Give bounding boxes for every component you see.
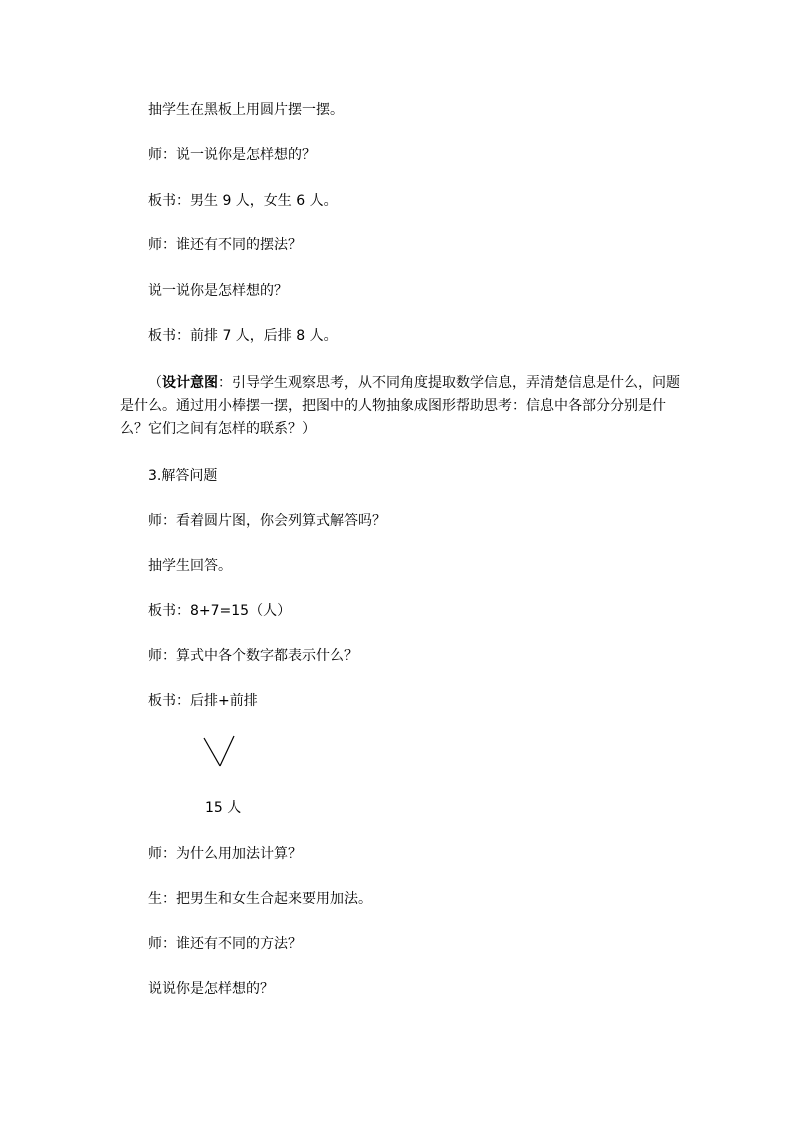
paragraph-line: 师：谁还有不同的方法？ — [148, 936, 302, 952]
paragraph-line: 师：算式中各个数字都表示什么？ — [148, 648, 358, 664]
paragraph-line: 师：谁还有不同的摆法？ — [148, 237, 302, 253]
paragraph-line: 师：看着圆片图，你会列算式解答吗？ — [148, 513, 386, 529]
paragraph-line: 生：把男生和女生合起来要用加法。 — [148, 891, 372, 907]
addition-brace-diagram — [200, 734, 240, 770]
diagram-right-stroke — [220, 736, 234, 766]
note-label: 设计意图 — [162, 375, 218, 391]
paragraph-line: 板书：前排 7 人，后排 8 人。 — [148, 328, 338, 344]
design-intent-note — [120, 372, 680, 441]
diagram-result: 15 人 — [205, 800, 242, 816]
paragraph-line: 师：说一说你是怎样想的？ — [148, 147, 316, 163]
paragraph-line: 板书：8+7=15（人） — [148, 603, 292, 619]
paragraph-line: 说一说你是怎样想的？ — [148, 283, 288, 299]
paragraph-line: 师：为什么用加法计算？ — [148, 846, 302, 862]
section-heading: 3.解答问题 — [148, 468, 218, 484]
note-body: ：引导学生观察思考，从不同角度提取数学信息，弄清楚信息是什么，问题是什么。通过用小棒摆一摆，把图中的人物抽象成图形帮助思考：信息中各部分分别是什么？它们之间有怎样的联系？） — [120, 375, 680, 437]
note-open-paren: （ — [148, 375, 162, 391]
paragraph-line: 抽学生回答。 — [148, 558, 232, 574]
paragraph-line: 说说你是怎样想的？ — [148, 981, 274, 997]
paragraph-line: 板书：男生 9 人，女生 6 人。 — [148, 193, 338, 209]
paragraph-line: 抽学生在黑板上用圆片摆一摆。 — [148, 102, 344, 118]
diagram-left-stroke — [204, 738, 220, 766]
paragraph-line: 板书：后排+前排 — [148, 693, 258, 709]
